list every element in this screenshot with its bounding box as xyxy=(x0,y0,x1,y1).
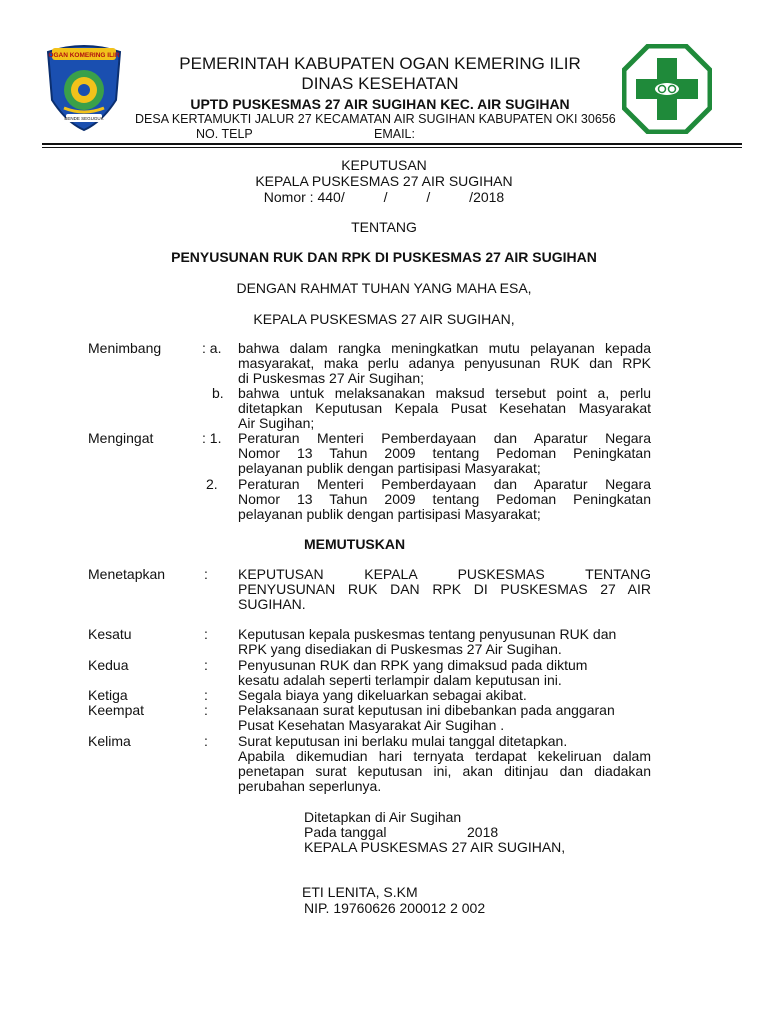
decree-number: Nomor : 440/ / / /2018 xyxy=(263,189,505,205)
header-rule-thick xyxy=(42,143,742,145)
svg-text:OGAN KOMERING ILIR: OGAN KOMERING ILIR xyxy=(48,52,120,59)
menetapkan-colon: : xyxy=(204,566,208,582)
puskesmas-emblem-icon xyxy=(622,44,712,134)
header-government: PEMERINTAH KABUPATEN OGAN KEMERING ILIR xyxy=(179,54,581,73)
mengingat-point-1: Peraturan Menteri Pemberdayaan dan Aparatur Negara Nomor 13 Tahun 2009 tentang Pedoman Peningkatan pelayanan publik dengan partisipasi Masyarakat; xyxy=(238,430,651,476)
signature-year: 2018 xyxy=(467,824,499,840)
header-puskesmas: UPTD PUSKESMAS 27 AIR SUGIHAN KEC. AIR SUGIHAN xyxy=(190,96,570,112)
signatory-name: ETI LENITA, S.KM xyxy=(302,884,418,900)
regency-logo xyxy=(42,42,126,132)
keempat-text: Pelaksanaan surat keputusan ini dibebankan pada anggaran Pusat Kesehatan Masyarakat Air Sugihan . xyxy=(238,702,615,733)
ketiga-colon: : xyxy=(204,687,208,703)
mengingat-marker-2: 2. xyxy=(206,476,218,492)
kedua-colon: : xyxy=(204,657,208,673)
header-rule-thin xyxy=(42,147,742,148)
signatory-nip: NIP. 19760626 200012 2 002 xyxy=(304,900,486,916)
decree-title: KEPUTUSAN xyxy=(341,157,427,173)
signature-date-label: Pada tanggal xyxy=(304,824,387,840)
mengingat-marker-1: : 1. xyxy=(202,430,222,446)
menimbang-label: Menimbang xyxy=(88,340,162,356)
puskesmas-logo xyxy=(622,44,712,134)
svg-text:BENDE SEGUGUK: BENDE SEGUGUK xyxy=(64,116,104,121)
keempat-label: Keempat xyxy=(88,702,145,718)
kelima-text: Surat keputusan ini berlaku mulai tanggal ditetapkan. Apabila dikemudian hari ternyata terdapat kekeliruan dalam penetapan surat keputusan ini, akan ditinjau dan diadakan perubahan seperlunya. xyxy=(238,733,651,794)
kedua-text: Penyusunan RUK dan RPK yang dimaksud pada diktum kesatu adalah seperti terlampir dalam keputusan ini. xyxy=(238,657,588,688)
kesatu-label: Kesatu xyxy=(88,626,132,642)
header-department: DINAS KESEHATAN xyxy=(301,74,459,93)
ketiga-label: Ketiga xyxy=(88,687,128,703)
kesatu-text: Keputusan kepala puskesmas tentang penyusunan RUK dan RPK yang disediakan di Puskesmas 27 Air Sugihan. xyxy=(238,626,617,657)
rahmat-line: DENGAN RAHMAT TUHAN YANG MAHA ESA, xyxy=(236,280,532,296)
memutuskan-heading: MEMUTUSKAN xyxy=(304,536,406,552)
kepala-line: KEPALA PUSKESMAS 27 AIR SUGIHAN, xyxy=(253,311,515,327)
kelima-colon: : xyxy=(204,733,208,749)
keempat-colon: : xyxy=(204,702,208,718)
kesatu-colon: : xyxy=(204,626,208,642)
menimbang-marker-a: : a. xyxy=(202,340,222,356)
header-address: DESA KERTAMUKTI JALUR 27 KECAMATAN AIR SUGIHAN KABUPATEN OKI 30656 xyxy=(135,112,616,126)
kedua-label: Kedua xyxy=(88,657,129,673)
menimbang-point-a: bahwa dalam rangka meningkatkan mutu pelayanan kepada masyarakat, maka perlu adanya penyusunan RUK dan RPK di Puskesmas 27 Air Sugihan; xyxy=(238,340,651,386)
menetapkan-text: KEPUTUSAN KEPALA PUSKESMAS TENTANG PENYUSUNAN RUK DAN RPK DI PUSKESMAS 27 AIR SUGIHAN. xyxy=(238,566,651,612)
menetapkan-label: Menetapkan xyxy=(88,566,166,582)
signature-title: KEPALA PUSKESMAS 27 AIR SUGIHAN, xyxy=(304,839,566,855)
regency-emblem-icon xyxy=(42,42,126,132)
signature-place: Ditetapkan di Air Sugihan xyxy=(304,809,462,825)
mengingat-label: Mengingat xyxy=(88,430,154,446)
decree-subject: PENYUSUNAN RUK DAN RPK DI PUSKESMAS 27 AIR SUGIHAN xyxy=(171,249,597,265)
tentang-label: TENTANG xyxy=(351,219,417,235)
menimbang-marker-b: b. xyxy=(212,385,224,401)
header-email: EMAIL: xyxy=(374,127,415,141)
kelima-label: Kelima xyxy=(88,733,131,749)
ketiga-text: Segala biaya yang dikeluarkan sebagai akibat. xyxy=(238,687,527,703)
header-telp: NO. TELP xyxy=(196,127,253,141)
menimbang-point-b: bahwa untuk melaksanakan maksud tersebut point a, perlu ditetapkan Keputusan Kepala Pusat Kesehatan Masyarakat Air Sugihan; xyxy=(238,385,651,431)
mengingat-point-2: Peraturan Menteri Pemberdayaan dan Aparatur Negara Nomor 13 Tahun 2009 tentang Pedoman Peningkatan pelayanan publik dengan partisipasi Masyarakat; xyxy=(238,476,651,522)
decree-issuer: KEPALA PUSKESMAS 27 AIR SUGIHAN xyxy=(255,173,513,189)
